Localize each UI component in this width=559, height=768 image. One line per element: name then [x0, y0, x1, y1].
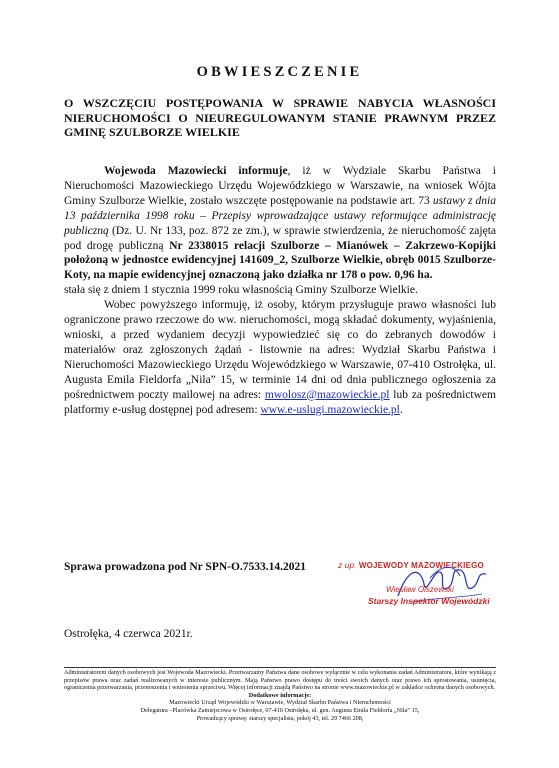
case-number: Sprawa prowadzona pod Nr SPN-O.7533.14.2021	[64, 561, 307, 573]
footer-line-3: Prowadzący sprawę: starszy specjalista, pokój 43, tel. 29 7466 208,	[196, 714, 364, 722]
announcement-text-3: stała się z dniem 1 stycznia 1999 roku własnością Gminy Szulborze Wielkie.	[64, 284, 418, 297]
stamp-prefix: z up.	[338, 560, 357, 570]
announcement-lead: Wojewoda Mazowiecki informuje	[104, 165, 288, 177]
document-title: OBWIESZCZENIE	[196, 64, 363, 80]
announcement-text-1: , iż w Wydziale Skarbu Państwa i Nieruchomości Mazowieckiego Urzędu Wojewódzkiego w Warszawie, na wniosek Wójta Gminy Szulborze Wielkie, zostało wszczęte postępowanie na podstawie art. 73	[64, 165, 496, 207]
email-link[interactable]: mwolosz@mazowieckie.pl	[264, 388, 390, 401]
footer-privacy-notice: Administratorem danych osobowych jest Wojewoda Mazowiecki. Przetwarzamy Państwa dane osobowe wyłącznie w celu wykonania zadań Administratora, które wynikają z przepisów prawa oraz zadań realizowanych w interesie publicznym. Mają Państwo prawo dostępu do treści swoich danych oraz prawo ich sprostowania, usunięcia, ograniczenia przetwarzania, przenoszenia i wniesienia sprzeciwu. Więcej informacji znajdą Państwo na stronie www.mazowieckie.pl w zakładce ochrona danych osobowych.	[64, 669, 496, 692]
paragraph-announcement	[64, 164, 496, 298]
paragraph-instructions	[64, 298, 496, 417]
stamp-authority: WOJEWODY MAZOWIECKIEGO	[358, 561, 484, 570]
eservices-link[interactable]: www.e-uslugi.mazowieckie.pl	[260, 403, 400, 416]
footer-extra-title: Dodatkowe informacje:	[248, 691, 312, 699]
footer-line-1: Mazowiecki Urząd Wojewódzki w Warszawie, Wydział Skarbu Państwa i Nieruchomości	[169, 699, 391, 707]
official-stamp	[330, 552, 520, 612]
footer-line-2: Delegatura –Placówka Zamiejscowa w Ostrołęce, 07-410 Ostrołęka, ul. gen. Augusta Emila Fieldorfa „Nila” 15,	[140, 706, 420, 714]
document-subject: O WSZCZĘCIU POSTĘPOWANIA W SPRAWIE NABYCIA WŁASNOŚCI NIERUCHOMOŚCI O NIEUREGULOWANYM STANIE PRAWNYM PRZEZ GMINĘ SZULBORZE WIELKIE	[64, 96, 496, 140]
announcement-text-2: (Dz. U. Nr 133, poz. 872 ze zm.), w sprawie stwierdzenia, że nieruchomość zajęta pod drogę publiczną	[64, 224, 496, 252]
property-description: Nr 2338015 relacji Szulborze – Mianówek – Zakrzewo-Kopijki położoną w jednostce ewidencyjnej 141609_2, Szulborze Wielkie, obręb 0015 Szulborze-Koty, na mapie ewidencyjnej oznaczoną jako działka nr 178 o pow. 0,96 ha.	[64, 239, 497, 282]
stamp-line-2: Wiesław Olszewski	[386, 585, 454, 594]
document-body	[64, 164, 496, 417]
instructions-text-1: Wobec powyższego informuję, iż osoby, którym przysługuje prawo własności lub ograniczone prawo rzeczowe do ww. nieruchomości, mogą składać dokumenty, wyjaśnienia, wnioski, a przed wydaniem decyzji wypowiedzieć się co do zebranych dowodów i materiałów oraz zgłoszonych żądań - listownie na adres: Wydział Skarbu Państwa i Nieruchomości Mazowieckiego Urzędu Wojewódzkiego w Warszawie, 07-410 Ostrołęka, ul. Augusta Emila Fieldorfa „Nila” 15, w terminie 14 dni od dnia publicznego ogłoszenia za pośrednictwem poczty mailowej na adres:	[64, 299, 496, 401]
place-and-date: Ostrołęka, 4 czerwca 2021r.	[64, 628, 193, 640]
instructions-text-3: .	[399, 403, 403, 416]
footer-divider	[64, 667, 496, 668]
instructions-text-2: lub za pośrednictwem platformy e-usług dostępnej pod adresem:	[64, 388, 496, 416]
stamp-line-3: Starszy Inspektor Wojewódzki	[368, 596, 490, 606]
footer	[64, 669, 496, 722]
statute-title: ustawy z dnia 13 października 1998 roku – Przepisy wprowadzające ustawy reformujące administrację publiczną	[64, 194, 496, 237]
